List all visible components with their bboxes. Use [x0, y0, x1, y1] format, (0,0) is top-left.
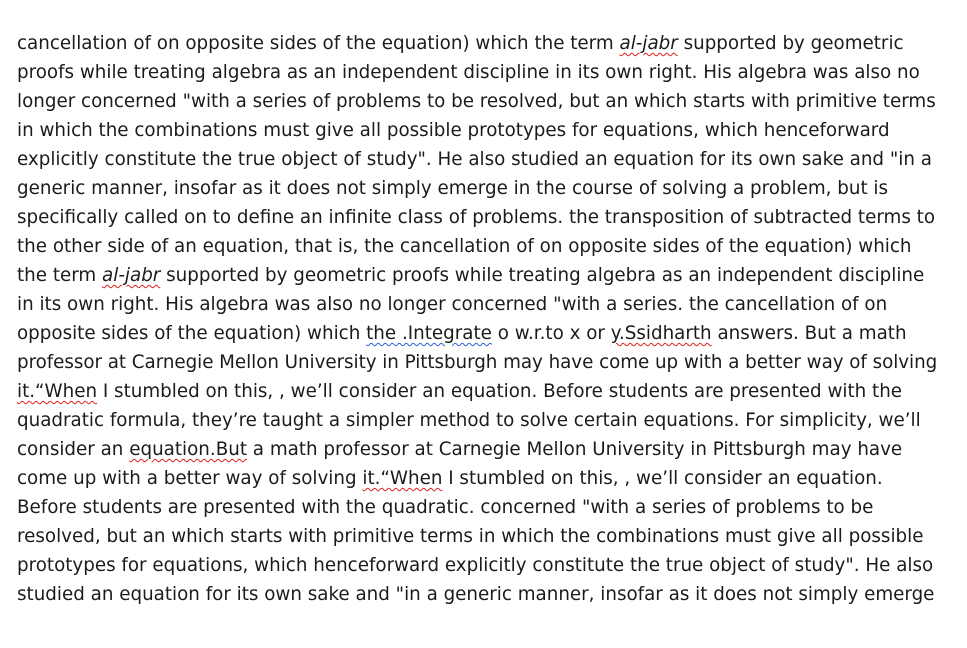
text-run: studied an equation for its own sake and "in a generic manner, insofar as it does not simply emerge: [17, 584, 935, 605]
text-run: consider an: [17, 439, 130, 460]
paragraph-line: [17, 464, 937, 493]
paragraph-line: [17, 348, 937, 377]
text-run: proofs while treating algebra as an independent discipline in its own right. His algebra was also no: [17, 62, 920, 83]
text-run: in its own right. His algebra was also no longer concerned "with a series. the cancellation of on: [17, 294, 888, 315]
text-run: a math professor at Carnegie Mellon University in Pittsburgh may have: [247, 439, 903, 460]
paragraph-line: [17, 435, 937, 464]
text-run: I stumbled on this, , we’ll consider an equation. Before students are presented with the: [97, 381, 903, 402]
paragraph-line: [17, 290, 937, 319]
paragraph-line: [17, 580, 937, 609]
paragraph-line: [17, 116, 937, 145]
text-run: explicitly constitute the true object of study". He also studied an equation for its own sake and "in a: [17, 149, 932, 170]
text-run: prototypes for equations, which henceforward explicitly constitute the true object of study". He also: [17, 555, 934, 576]
text-run: the other side of an equation, that is, the cancellation of on opposite sides of the equation) which: [17, 236, 912, 257]
paragraph-line: [17, 522, 937, 551]
text-run: the term: [17, 265, 103, 286]
text-run: quadratic formula, they’re taught a simpler method to solve certain equations. For simplicity, we’ll: [17, 410, 921, 431]
spelling-error-flag[interactable]: it.“When: [362, 468, 443, 489]
paragraph-line: [17, 87, 937, 116]
spelling-error-flag[interactable]: it.“When: [17, 381, 98, 402]
paragraph-line: [17, 377, 937, 406]
text-run: specifically called on to define an infinite class of problems. the transposition of subtracted terms to: [17, 207, 936, 228]
paragraph-line: [17, 319, 937, 348]
paragraph-line: [17, 551, 937, 580]
paragraph-line: [17, 406, 937, 435]
grammar-flag[interactable]: the .Integrate: [366, 323, 492, 344]
text-run: resolved, but an which starts with primitive terms in which the combinations must give all possible: [17, 526, 924, 547]
text-run: cancellation of on opposite sides of the equation) which the term: [17, 33, 620, 54]
text-run: come up with a better way of solving: [17, 468, 363, 489]
paragraph-line: [17, 145, 937, 174]
spelling-error-flag[interactable]: y.Ssidharth: [610, 323, 712, 344]
paragraph-line: [17, 232, 937, 261]
text-run: professor at Carnegie Mellon University in Pittsburgh may have come up with a better way of solving: [17, 352, 938, 373]
text-run: in which the combinations must give all possible prototypes for equations, which henceforward: [17, 120, 890, 141]
text-run: longer concerned "with a series of problems to be resolved, but an which starts with primitive terms: [17, 91, 936, 112]
spelling-error-flag[interactable]: equation.But: [129, 439, 247, 460]
text-run: I stumbled on this, , we’ll consider an equation.: [442, 468, 883, 489]
text-run: generic manner, insofar as it does not simply emerge in the course of solving a problem, but is: [17, 178, 889, 199]
text-run: supported by geometric proofs while treating algebra as an independent discipline: [160, 265, 925, 286]
paragraph-line: [17, 493, 937, 522]
paragraph-line: [17, 58, 937, 87]
text-run: supported by geometric: [677, 33, 904, 54]
text-run: o w.r.to x or: [491, 323, 611, 344]
text-run: opposite sides of the equation) which: [17, 323, 367, 344]
paragraph-line: [17, 261, 937, 290]
italic-term-spelling-flag[interactable]: al-jabr: [102, 265, 161, 286]
document-body[interactable]: [17, 29, 937, 609]
text-run: answers. But a math: [711, 323, 907, 344]
paragraph-line: [17, 29, 937, 58]
paragraph-line: [17, 203, 937, 232]
italic-term-spelling-flag[interactable]: al-jabr: [619, 33, 678, 54]
text-run: Before students are presented with the quadratic. concerned "with a series of problems to be: [17, 497, 874, 518]
paragraph-line: [17, 174, 937, 203]
